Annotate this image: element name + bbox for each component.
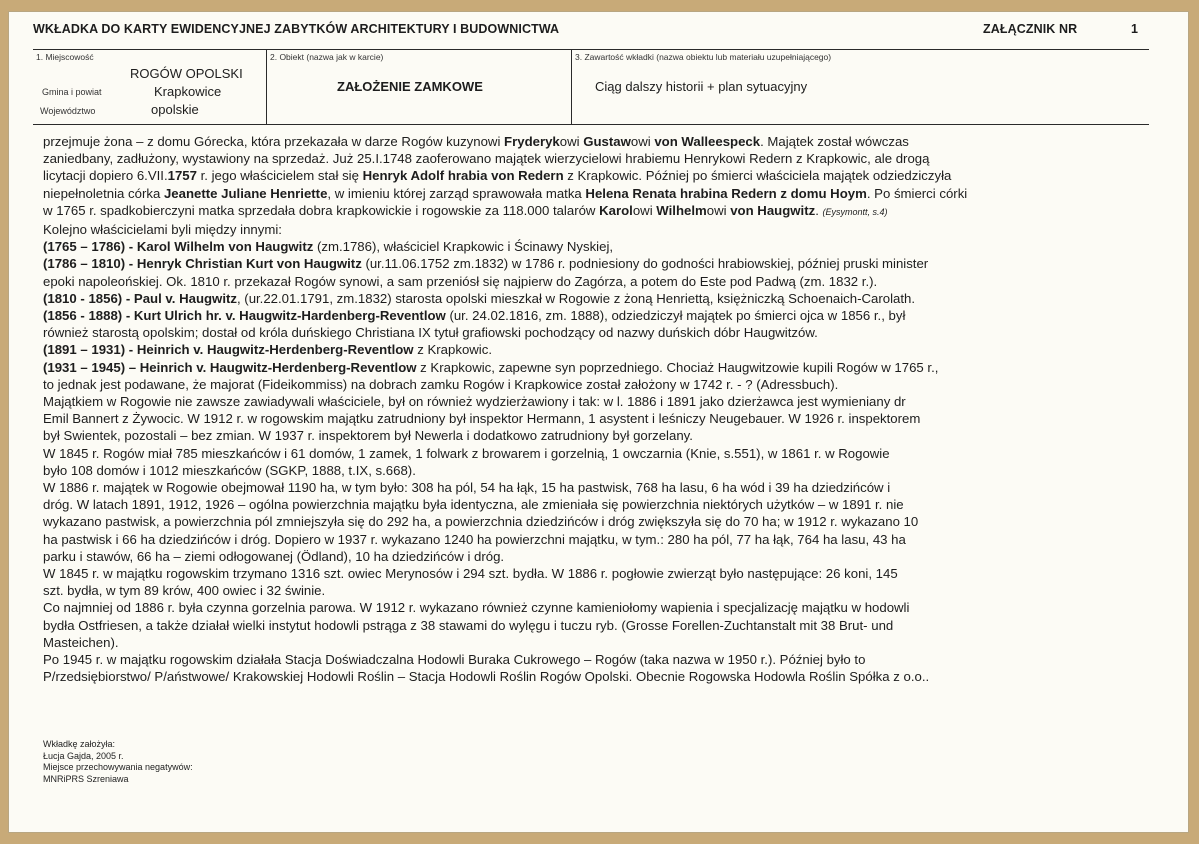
text-line: dróg. W latach 1891, 1912, 1926 – ogólna powierzchnia majątku była identyczna, ale zmieniała się powierzchnia niektórych użytków – w 1891 r. nie bbox=[43, 497, 904, 513]
content-value: Ciąg dalszy historii + plan sytuacyjny bbox=[595, 79, 808, 94]
text-line: Co najmniej od 1886 r. była czynna gorzelnia parowa. W 1912 r. wykazano również czynne kamieniołomy wapienia i specjalizację majątku w hodowli bbox=[43, 600, 910, 616]
field-2-label: 2. Obiekt (nazwa jak w karcie) bbox=[270, 52, 384, 62]
text-line: W 1845 r. w majątku rogowskim trzymano 1316 szt. owiec Merynosów i 294 szt. bydła. W 1886 r. pogłowie zwierząt było następujące: 26 koni, 145 bbox=[43, 566, 898, 582]
text-line: W 1886 r. majątek w Rogowie obejmował 1190 ha, w tym było: 308 ha pól, 54 ha łąk, 15 ha pastwisk, 768 ha lasu, 6 ha wód i 39 ha dziedzińców i bbox=[43, 480, 891, 496]
text-line: wykazano pastwisk, a powierzchnia pól zmniejszyła się do 292 ha, a powierzchnia dziedzińców i dróg zwiększyła się do 70 ha; w 1912 r. wykazano 10 bbox=[43, 514, 919, 530]
text-line: było 108 domów i 1012 mieszkańców (SGKP, 1888, t.IX, s.668). bbox=[43, 462, 416, 478]
text-line: P/rzedsiębiorstwo/ P/aństwowe/ Krakowskiej Hodowli Roślin – Stacja Hodowli Roślin Rogów Opolski. Obecnie Rogowska Hodowla Roślin Spółka z o.o.. bbox=[43, 669, 930, 685]
owner-entry: (1810 - 1856) - Paul v. Haugwitz, (ur.22.01.1791, zm.1832) starosta opolski mieszkał w Rogowie z żoną Henriettą, księżniczką Schoenaich-Carolath. bbox=[43, 290, 915, 306]
storage-label: Miejsce przechowywania negatywów: bbox=[43, 762, 193, 772]
text-line: Masteichen). bbox=[43, 634, 119, 650]
text-line: ha pastwisk i 66 ha dziedzińców i dróg. Dopiero w 1937 r. wykazano 1240 ha powierzchni majątku, w tym.: 280 ha pól, 77 ha łąk, 764 ha lasu, 43 ha bbox=[43, 531, 906, 547]
text-line: licytacji dopiero 6.VII.1757 r. jego właścicielem stał się Henryk Adolf hrabia von Redern z Krapkowic. Później po śmierci właściciela majątek odziedziczyła bbox=[43, 168, 952, 184]
field-1-label: 1. Miejscowość bbox=[36, 52, 94, 62]
owner-entry: (1765 – 1786) - Karol Wilhelm von Haugwitz (zm.1786), właściciel Krapkowic i Ścinawy Nyskiej, bbox=[43, 239, 614, 255]
object-value: ZAŁOŻENIE ZAMKOWE bbox=[337, 79, 483, 94]
field-3-label: 3. Zawartość wkładki (nazwa obiektu lub materiału uzupełniającego) bbox=[575, 52, 832, 62]
text-line: również starostą opolskim; dostał od króla duńskiego Christiana IX tytuł grafiowski pochodzący od nazwy duńskich dóbr Haugwitzów. bbox=[43, 325, 818, 341]
text-line: bydła Ostfriesen, a także działał wielki instytut hodowli pstrąga z 38 stawami do wylęgu i tuczu ryb. (Grosse Forellen-Zuchtanstalt mit 38 Brut- und bbox=[43, 617, 894, 633]
owner-entry: (1931 – 1945) – Heinrich v. Haugwitz-Herdenberg-Reventlow z Krapkowic, zapewne syn poprzedniego. Chociaż Haugwitzowie kupili Rogów w 1765 r., bbox=[43, 359, 939, 375]
text-line: w 1765 r. spadkobierczyni matka sprzedała dobra krapkowickie i rogowskie za 118.000 talarów Karolowi Wilhelmowi von Haugwitz. (Eysymontt, s.4) bbox=[43, 202, 888, 218]
history-text bbox=[43, 133, 1151, 686]
footer-credits bbox=[43, 739, 193, 785]
field-object-box bbox=[266, 49, 571, 125]
commune-label: Gmina i powiat bbox=[42, 87, 102, 97]
storage-value: MNRiPRS Szreniawa bbox=[43, 773, 129, 784]
text-line: Po 1945 r. w majątku rogowskim działała Stacja Doświadczalna Hodowli Buraka Cukrowego – Rogów (taka nazwa w 1950 r.). Później było to bbox=[43, 652, 866, 668]
text-line: Emil Bannert z Żywocic. W 1912 r. w rogowskim majątku zatrudniony był inspektor Hermann, 1 asystent i leśniczy Neugebauer. W 1926 r. inspektorem bbox=[43, 411, 921, 427]
voivodeship-label: Województwo bbox=[40, 106, 96, 116]
owner-entry: (1891 – 1931) - Heinrich v. Haugwitz-Herdenberg-Reventlow z Krapkowic. bbox=[43, 342, 492, 358]
owner-entry: (1786 – 1810) - Henryk Christian Kurt von Haugwitz (ur.11.06.1752 zm.1832) w 1786 r. podniesiony do godności hrabiowskiej, później pruski minister bbox=[43, 256, 929, 272]
attachment-label: ZAŁĄCZNIK NR bbox=[983, 22, 1078, 36]
text-line: niepełnoletnia córka Jeanette Juliane Henriette, w imieniu której zarząd sprawowała matka Helena Renata hrabina Redern z domu Hoym. Po śmierci córki bbox=[43, 185, 968, 201]
voivodeship-value: opolskie bbox=[151, 102, 199, 117]
text-line: szt. bydła, w tym 89 krów, 400 owiec i 32 świnie. bbox=[43, 583, 326, 599]
attachment-number: 1 bbox=[1131, 22, 1139, 36]
text-line: zaniedbany, zadłużony, wystawiony na sprzedaż. Już 25.I.1748 zaoferowano majątek wierzycielowi hrabiemu Henrykowi Redern z Krapkowic, ale drogą bbox=[43, 151, 930, 167]
text-line: parku i stawów, 66 ha – ziemi odłogowanej (Ödland), 10 ha dziedzińców i dróg. bbox=[43, 548, 505, 564]
text-line: był Swientek, pozostali – bez zmian. W 1937 r. inspektorem był Newerla i dodatkowo zatrudniony był gorzelany. bbox=[43, 428, 693, 444]
text-line: W 1845 r. Rogów miał 785 mieszkańców i 61 domów, 1 zamek, 1 folwark z browarem i gorzelnią, 1 owczarnia (Knie, s.551), w 1861 r. w Rogowie bbox=[43, 445, 890, 461]
text-line: epoki napoleońskiej. Ok. 1810 r. przekazał Rogów synowi, a sam przeniósł się najpierw do Zagórza, a potem do Este pod Padwą (zm. 1832 r.). bbox=[43, 273, 878, 289]
text-line: Kolejno właścicielami byli między innymi: bbox=[43, 222, 282, 238]
text-line: to jednak jest podawane, że majorat (Fideikommiss) na dobrach zamku Rogów i Krapkowice został założony w 1742 r. - ? (Adressbuch). bbox=[43, 376, 839, 392]
form-title: WKŁADKA DO KARTY EWIDENCYJNEJ ZABYTKÓW ARCHITEKTURY I BUDOWNICTWA bbox=[33, 22, 560, 36]
citation: (Eysymontt, s.4) bbox=[822, 206, 888, 217]
field-locality-box bbox=[33, 49, 266, 125]
field-content-box bbox=[571, 49, 1149, 125]
founded-label: Wkładkę założyła: bbox=[43, 739, 116, 749]
author-name: Łucja Gajda, 2005 r. bbox=[43, 750, 124, 761]
owner-entry: (1856 - 1888) - Kurt Ulrich hr. v. Haugwitz-Hardenberg-Reventlow (ur. 24.02.1816, zm. 1888), odziedziczył majątek po śmierci ojca w 1856 r., był bbox=[43, 308, 906, 324]
text-line: przejmuje żona – z domu Górecka, która przekazała w darze Rogów kuzynowi Fryderykowi Gustawowi von Walleespeck. Majątek został wówczas bbox=[43, 134, 909, 149]
locality-value: ROGÓW OPOLSKI bbox=[130, 66, 243, 81]
commune-value: Krapkowice bbox=[154, 84, 222, 99]
text-line: Majątkiem w Rogowie nie zawsze zawiadywali właściciele, był on również wydzierżawiony i tak: w l. 1886 i 1891 jako dzierżawca jest wymieniany dr bbox=[43, 394, 906, 410]
